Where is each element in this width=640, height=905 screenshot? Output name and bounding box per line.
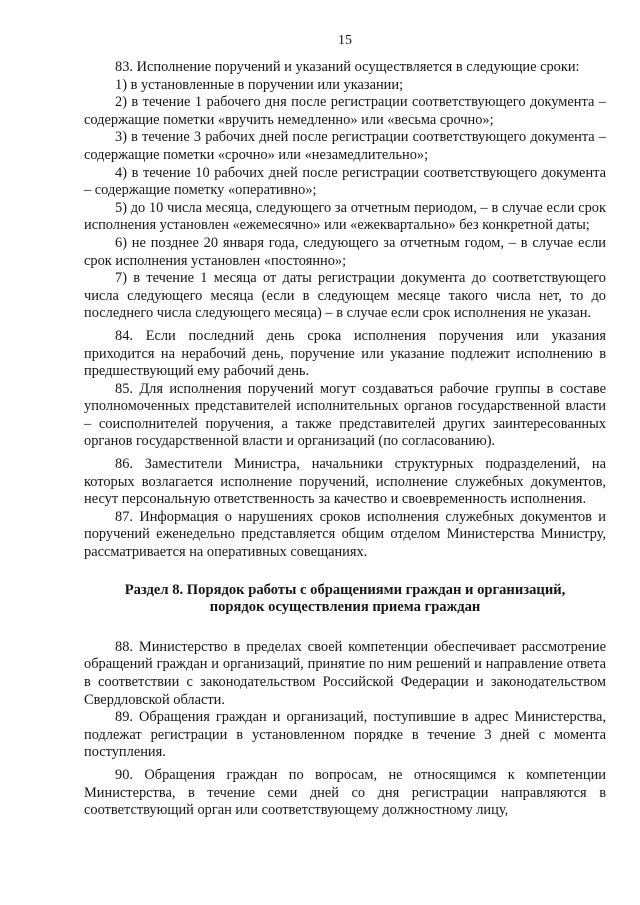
paragraph-86: 86. Заместители Министра, начальники структурных подразделений, на которых возлагается исполнение поручений, исполнение служебных документов, несут персональную ответственность за качество и своевременность исполнения. xyxy=(84,456,606,508)
list-item-3: 3) в течение 3 рабочих дней после регистрации соответствующего документа – содержащие пометки «срочно» или «незамедлительно»; xyxy=(84,129,606,163)
paragraph-87: 87. Информация о нарушениях сроков исполнения служебных документов и поручений еженедельно представляется общим отделом Министерства Министру, рассматривается на оперативных совещаниях. xyxy=(84,508,606,561)
paragraph-90: 90. Обращения граждан по вопросам, не относящимся к компетенции Министерства, в течение семи дней со дня регистрации направляются в соответствующий орган или соответствующему должностному лицу, xyxy=(84,766,606,819)
paragraph-84: 84. Если последний день срока исполнения поручения или указания приходится на нерабочий день, поручение или указание подлежит исполнению в предшествующий ему рабочий день. xyxy=(84,327,606,380)
document-body xyxy=(84,59,606,820)
list-item-4: 4) в течение 10 рабочих дней после регистрации соответствующего документа – содержащие пометку «оперативно»; xyxy=(84,164,606,199)
list-item-5: 5) до 10 числа месяца, следующего за отчетным периодом, – в случае если срок исполнения установлен «ежемесячно» или «ежеквартально» без конкретной даты; xyxy=(84,199,606,234)
section-heading-line-1: Раздел 8. Порядок работы с обращениями граждан и организаций, xyxy=(124,581,566,598)
section-heading-line-2: порядок осуществления приема граждан xyxy=(209,599,481,616)
list-item-2: 2) в течение 1 рабочего дня после регистрации соответствующего документа – содержащие пометки «вручить немедленно» или «весьма срочно»; xyxy=(84,94,606,128)
paragraph-83: 83. Исполнение поручений и указаний осуществляется в следующие сроки: xyxy=(115,59,580,75)
list-item-7: 7) в течение 1 месяца от даты регистрации документа до соответствующего числа следующего месяца (если в следующем месяце такого числа нет, то до последнего числа следующего месяца) – в случае если срок исполнения не указан. xyxy=(84,270,606,322)
list-item-1: 1) в установленные в поручении или указании; xyxy=(115,76,404,93)
list-item-6: 6) не позднее 20 января года, следующего за отчетным годом, – в случае если срок исполнения установлен «постоянно»; xyxy=(84,234,606,269)
page-number: 15 xyxy=(338,33,352,48)
paragraph-88: 88. Министерство в пределах своей компетенции обеспечивает рассмотрение обращений граждан и организаций, принятие по ним решений и направление ответа в соответствии с законодательством Российской Федерации и законодательством Свердловской области. xyxy=(84,638,606,708)
paragraph-85: 85. Для исполнения поручений могут создаваться рабочие группы в составе уполномоченных представителей исполнительных органов государственной власти – соисполнителей поручения, а также представителей других заинтересованных органов государственной власти и организаций (по согласованию). xyxy=(84,380,606,450)
paragraph-89: 89. Обращения граждан и организаций, поступившие в адрес Министерства, подлежат регистрации в установленном порядке в течение 3 дней с момента поступления. xyxy=(84,709,606,761)
